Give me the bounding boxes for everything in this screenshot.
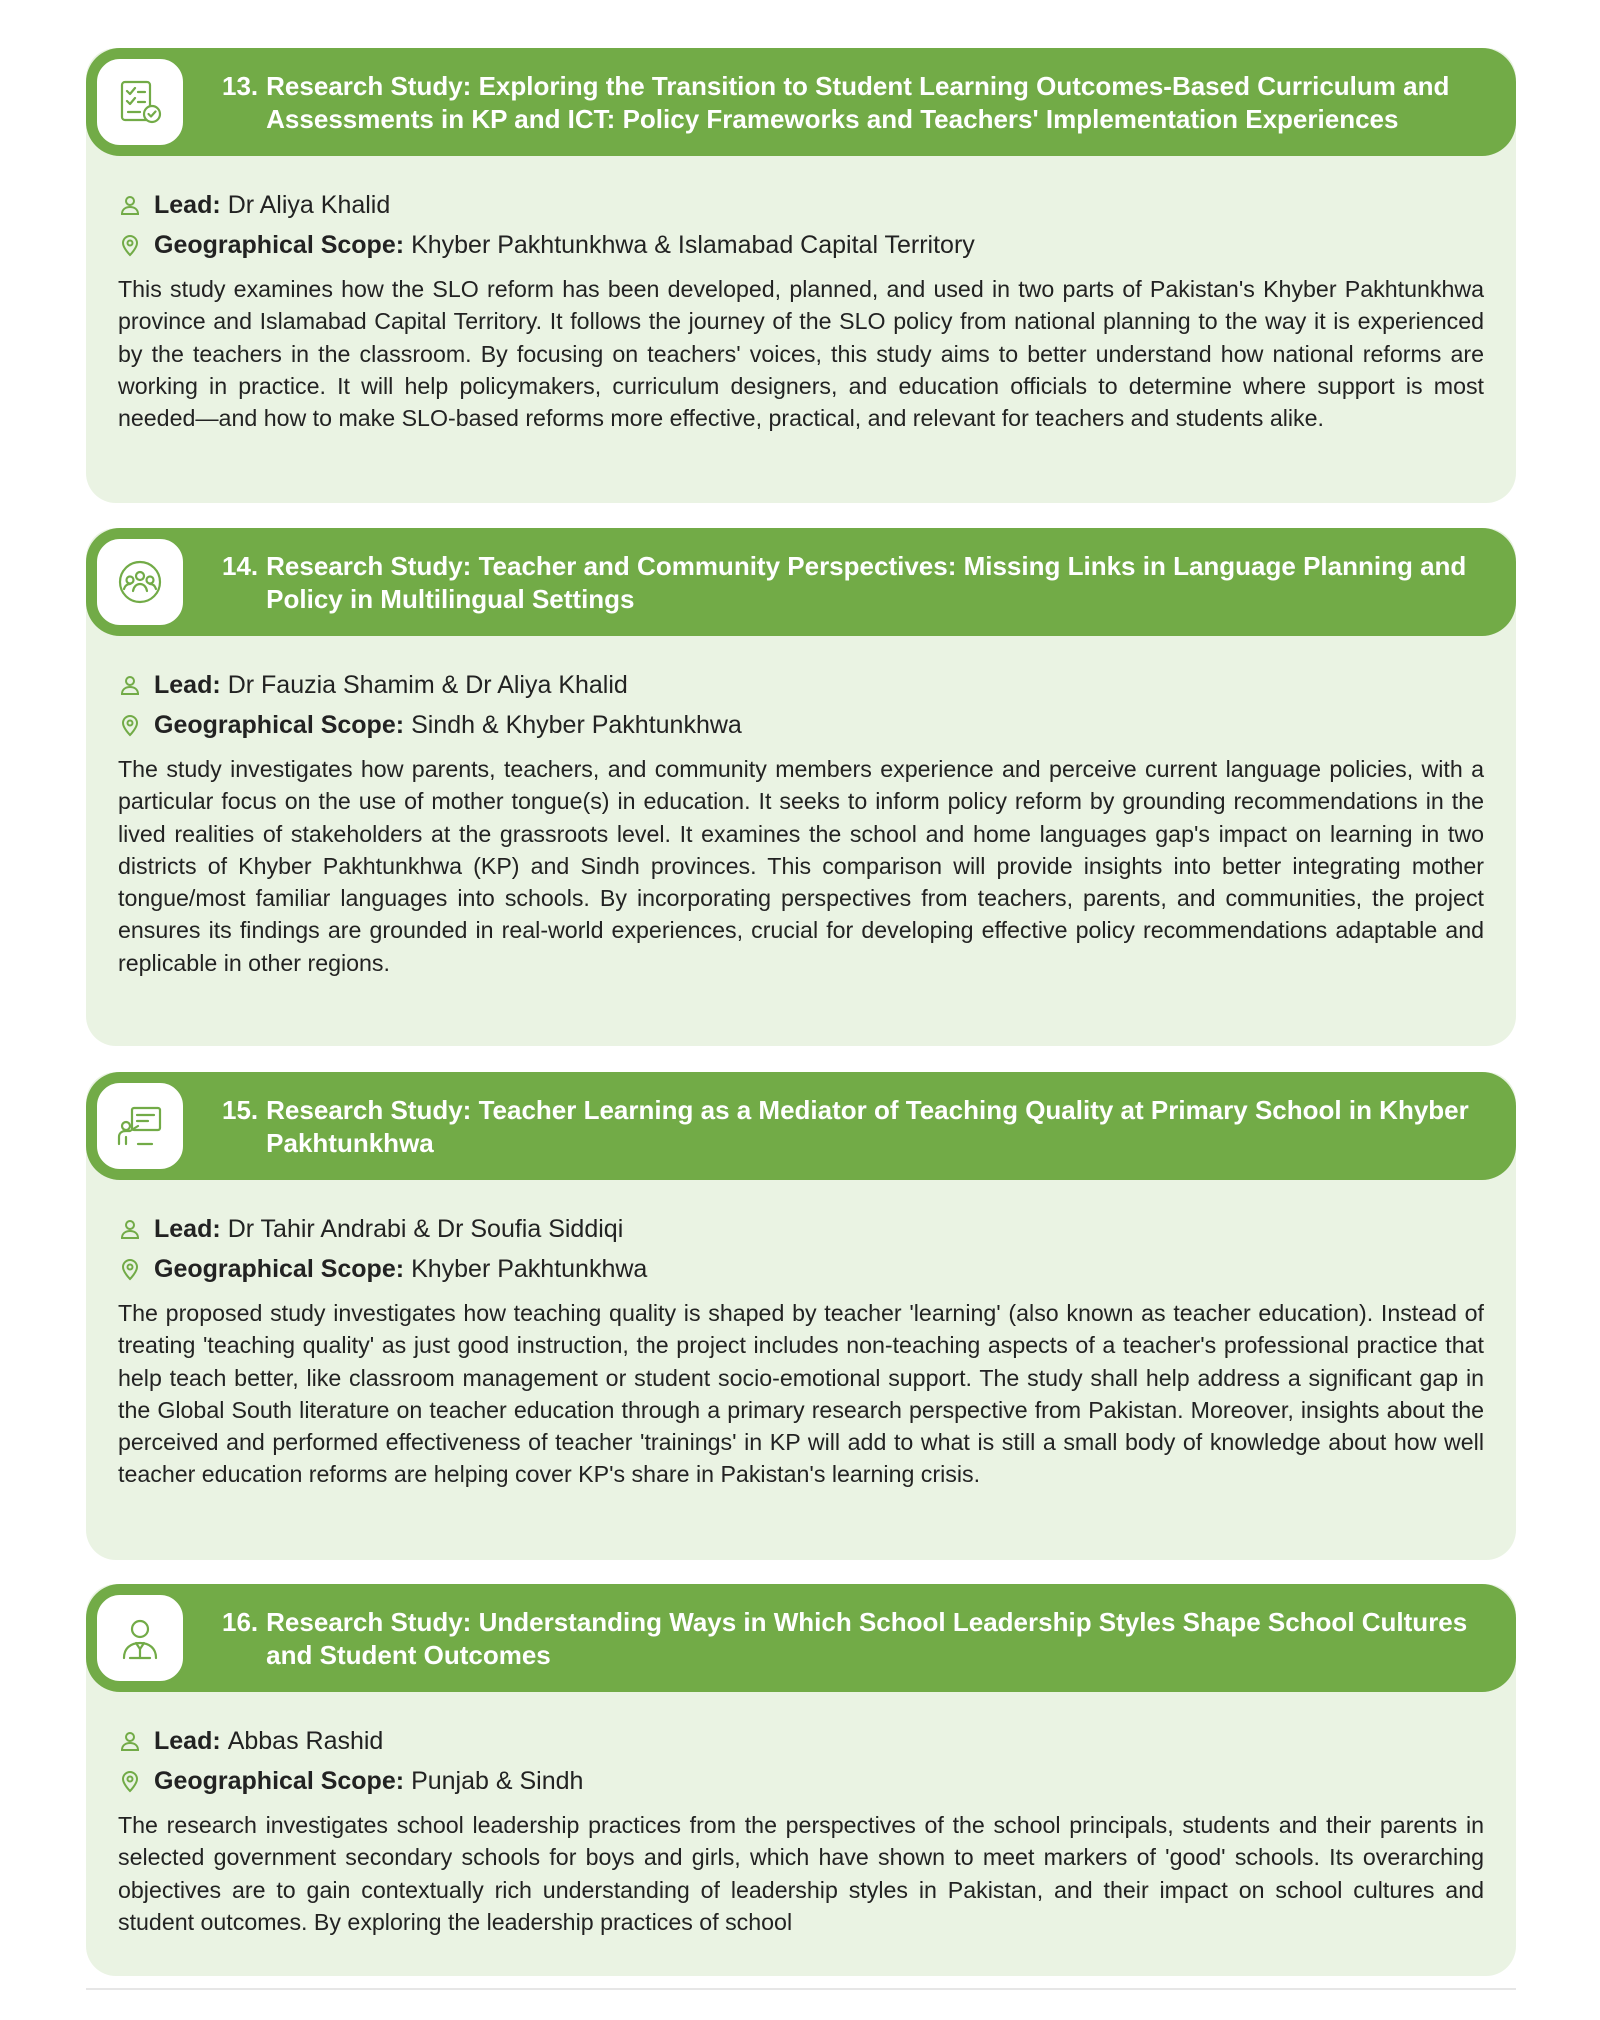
scope-label: Geographical Scope: xyxy=(154,231,405,259)
study-card-14 xyxy=(86,528,1516,1046)
study-description: This study examines how the SLO reform has been developed, planned, and used in two parts of Pakistan's Khyber Pakhtunkhwa province and Islamabad Capital Territory. It follows the journey of the SLO policy from national planning to the way it is experienced by the teachers in the classroom. By focusing on teachers' voices, this study aims to better understand how national reforms are working in practice. It will help policymakers, curriculum designers, and education officials to determine where support is most needed—and how to make SLO-based reforms more effective, practical, and relevant for teachers and students alike. xyxy=(118,276,1484,432)
study-number: 15. xyxy=(222,1095,259,1125)
study-scope xyxy=(118,1254,647,1284)
person-icon xyxy=(118,673,142,697)
lead-label: Lead: xyxy=(154,671,221,699)
scope-value: Khyber Pakhtunkhwa xyxy=(411,1255,648,1283)
study-description: The research investigates school leadership practices from the perspectives of the school principals, students and their parents in selected government secondary schools for boys and girls, which have shown to meet markers of 'good' schools. Its overarching objectives are to gain contextually rich understanding of leadership styles in Pakistan, and their impact on school cultures and student outcomes. By exploring the leadership practices of school xyxy=(118,1812,1484,1935)
study-title-text: Teacher Learning as a Mediator of Teaching Quality at Primary School in Khyber Pakhtunkhwa xyxy=(266,1095,1469,1158)
study-keyword: Research Study: xyxy=(266,1095,472,1125)
study-lead xyxy=(118,670,628,700)
footer-divider xyxy=(86,1988,1516,1990)
person-icon xyxy=(118,193,142,217)
study-title-text: Exploring the Transition to Student Learning Outcomes-Based Curriculum and Assessments in KP and ICT: Policy Frameworks and Teachers' Implementation Experiences xyxy=(266,71,1450,134)
study-scope xyxy=(118,230,975,260)
lead-value: Dr Fauzia Shamim & Dr Aliya Khalid xyxy=(227,671,628,699)
study-title-text: Teacher and Community Perspectives: Missing Links in Language Planning and Policy in Multilingual Settings xyxy=(266,551,1467,614)
study-scope xyxy=(118,1766,583,1796)
study-card-13 xyxy=(86,48,1516,503)
study-header xyxy=(86,48,1516,156)
study-number: 16. xyxy=(222,1607,259,1637)
study-card-16 xyxy=(86,1584,1516,1976)
study-header xyxy=(86,1072,1516,1180)
teacher-board-icon xyxy=(94,1080,186,1172)
study-description: The proposed study investigates how teaching quality is shaped by teacher 'learning' (also known as teacher education). Instead of treating 'teaching quality' as just good instruction, the project includes non-teaching aspects of a teacher's professional practice that help teach better, like classroom management or student socio-emotional support. The study shall help address a significant gap in the Global South literature on teacher education through a primary research perspective from Pakistan. Moreover, insights about the perceived and performed effectiveness of teacher 'trainings' in KP will add to what is still a small body of knowledge about how well teacher education reforms are helping cover KP's share in Pakistan's learning crisis. xyxy=(118,1300,1484,1488)
scope-value: Sindh & Khyber Pakhtunkhwa xyxy=(411,711,742,739)
location-pin-icon xyxy=(118,233,142,257)
location-pin-icon xyxy=(118,1257,142,1281)
study-title-text: Understanding Ways in Which School Leadership Styles Shape School Cultures and Student Outcomes xyxy=(266,1607,1468,1670)
person-icon xyxy=(118,1729,142,1753)
study-keyword: Research Study: xyxy=(266,551,472,581)
study-keyword: Research Study: xyxy=(266,1607,472,1637)
leader-icon xyxy=(94,1592,186,1684)
study-scope xyxy=(118,710,742,740)
person-icon xyxy=(118,1217,142,1241)
study-lead xyxy=(118,190,390,220)
lead-label: Lead: xyxy=(154,1215,221,1243)
study-title xyxy=(222,1094,1486,1160)
study-title xyxy=(222,550,1486,616)
study-lead xyxy=(118,1214,623,1244)
study-number: 14. xyxy=(222,551,259,581)
scope-label: Geographical Scope: xyxy=(154,1767,405,1795)
scope-value: Punjab & Sindh xyxy=(411,1767,584,1795)
study-header xyxy=(86,1584,1516,1692)
study-lead xyxy=(118,1726,383,1756)
scope-value: Khyber Pakhtunkhwa & Islamabad Capital Territory xyxy=(411,231,975,259)
study-card-15 xyxy=(86,1072,1516,1560)
scope-label: Geographical Scope: xyxy=(154,1255,405,1283)
lead-label: Lead: xyxy=(154,191,221,219)
study-description: The study investigates how parents, teachers, and community members experience and perceive current language policies, with a particular focus on the use of mother tongue(s) in education. It seeks to inform policy reform by grounding recommendations in the lived realities of stakeholders at the grassroots level. It examines the school and home languages gap's impact on learning in two districts of Khyber Pakhtunkhwa (KP) and Sindh provinces. This comparison will provide insights into better integrating mother tongue/most familiar languages into schools. By incorporating perspectives from teachers, parents, and communities, the project ensures its findings are grounded in real-world experiences, crucial for developing effective policy recommendations adaptable and replicable in other regions. xyxy=(118,756,1484,976)
location-pin-icon xyxy=(118,1769,142,1793)
lead-value: Dr Aliya Khalid xyxy=(227,191,391,219)
lead-value: Abbas Rashid xyxy=(227,1727,384,1755)
lead-label: Lead: xyxy=(154,1727,221,1755)
scope-label: Geographical Scope: xyxy=(154,711,405,739)
study-number: 13. xyxy=(222,71,259,101)
study-header xyxy=(86,528,1516,636)
study-title xyxy=(222,1606,1486,1672)
community-icon xyxy=(94,536,186,628)
lead-value: Dr Tahir Andrabi & Dr Soufia Siddiqi xyxy=(227,1215,624,1243)
study-title xyxy=(222,70,1486,136)
study-keyword: Research Study: xyxy=(266,71,472,101)
checklist-icon xyxy=(94,56,186,148)
location-pin-icon xyxy=(118,713,142,737)
